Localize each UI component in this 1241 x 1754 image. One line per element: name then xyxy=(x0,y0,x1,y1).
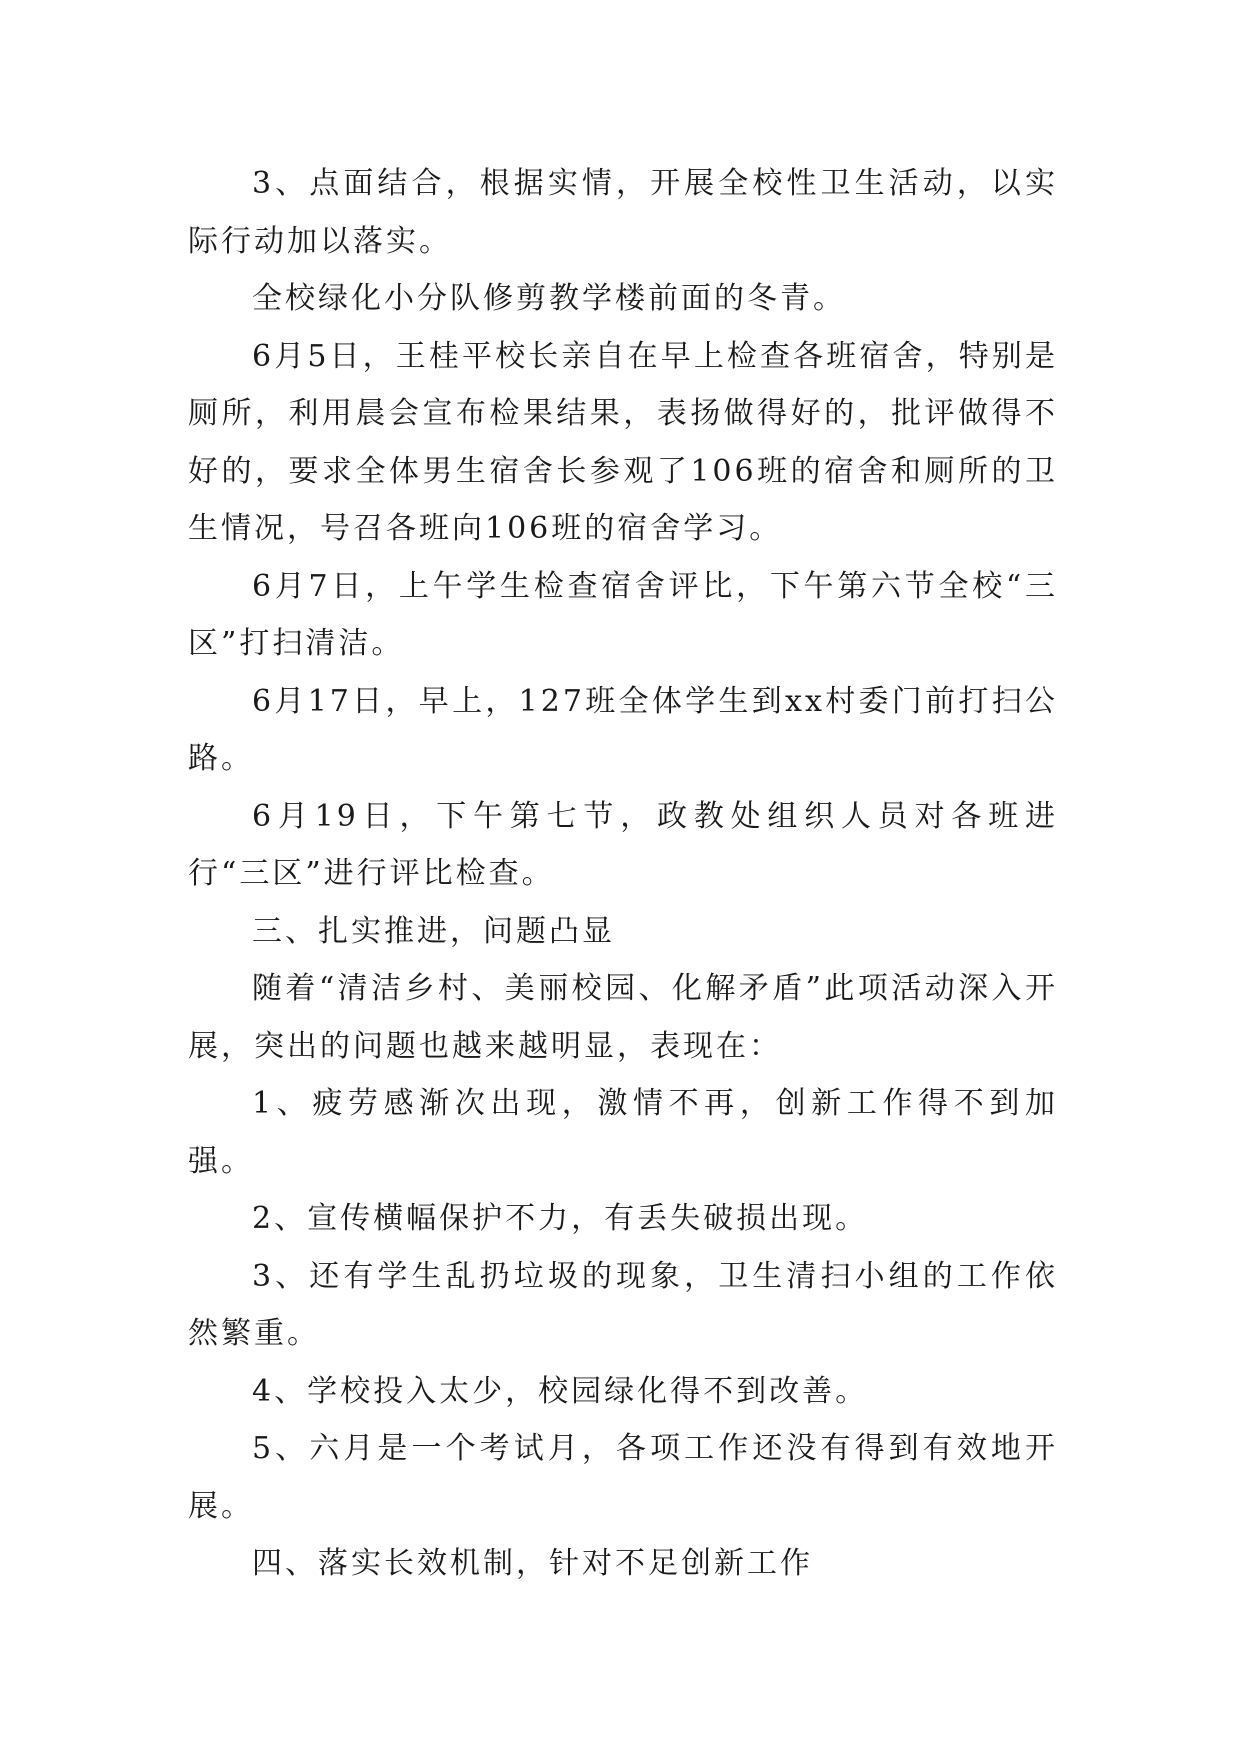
section-heading-4: 四、落实长效机制，针对不足创新工作 xyxy=(252,1546,813,1581)
problem-item-5: 5、六月是一个考试月，各项工作还没有得到有效地开展。 xyxy=(188,1431,1058,1524)
section-heading-3: 三、扎实推进，问题凸显 xyxy=(252,913,615,949)
problem-item-2: 2、宣传横幅保护不力，有丢失破损出现。 xyxy=(252,1201,869,1236)
document-body xyxy=(188,155,1058,1593)
paragraph-greening-team: 全校绿化小分队修剪教学楼前面的冬青。 xyxy=(252,281,846,316)
paragraph-june-19: 6月19日，下午第七节，政教处组织人员对各班进行“三区”进行评比检查。 xyxy=(188,798,1058,891)
paragraph-measure-3: 3、点面结合，根据实情，开展全校性卫生活动，以实际行动加以落实。 xyxy=(188,166,1058,259)
paragraph-june-5: 6月5日，王桂平校长亲自在早上检查各班宿舍，特别是厕所，利用晨会宣布检果结果，表扬做得好的，批评做得不好的，要求全体男生宿舍长参观了106班的宿舍和厕所的卫生情况，号召各班向106班的宿舍学习。 xyxy=(188,338,1058,546)
paragraph-problems-intro: 随着“清洁乡村、美丽校园、化解矛盾”此项活动深入开展，突出的问题也越来越明显，表现在： xyxy=(188,971,1058,1064)
paragraph-june-7: 6月7日，上午学生检查宿舍评比，下午第六节全校“三区”打扫清洁。 xyxy=(188,568,1058,661)
paragraph-june-17: 6月17日，早上，127班全体学生到xx村委门前打扫公路。 xyxy=(188,683,1058,776)
problem-item-3: 3、还有学生乱扔垃圾的现象，卫生清扫小组的工作依然繁重。 xyxy=(188,1258,1058,1351)
problem-item-1: 1、疲劳感渐次出现，激情不再，创新工作得不到加强。 xyxy=(188,1086,1058,1179)
problem-item-4: 4、学校投入太少，校园绿化得不到改善。 xyxy=(252,1373,869,1409)
